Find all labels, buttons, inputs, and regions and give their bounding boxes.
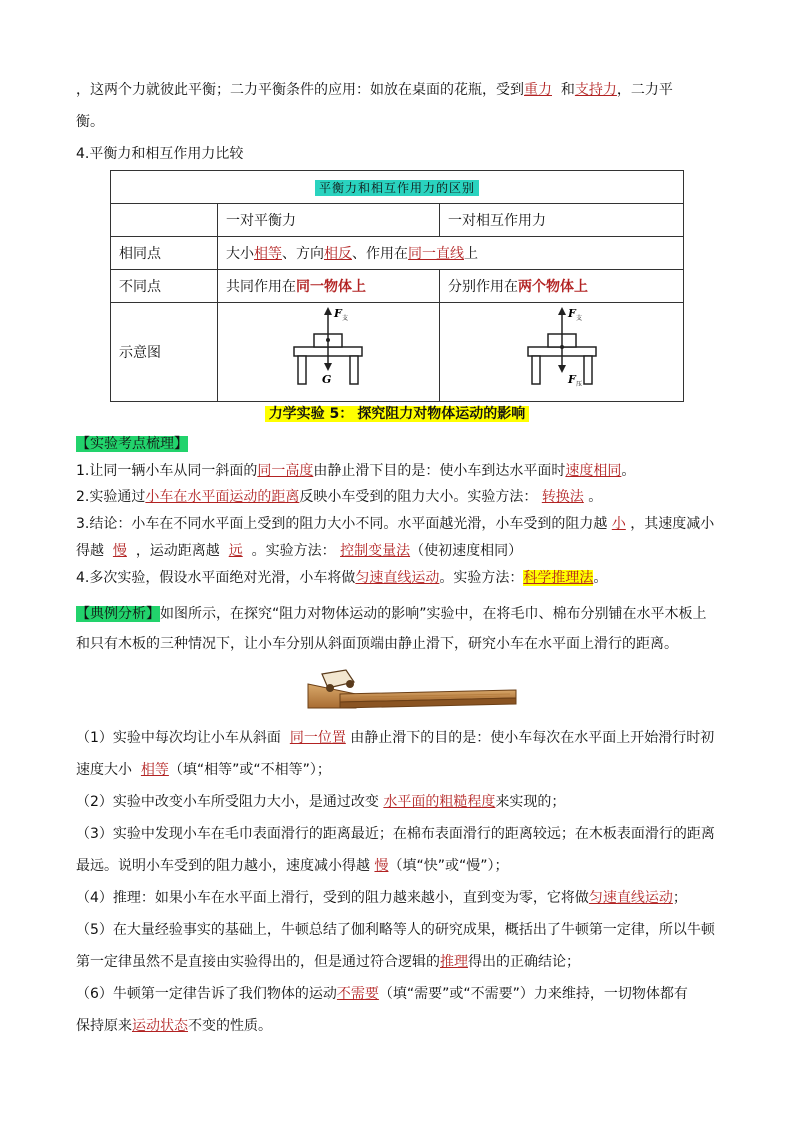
example-tag: 【典例分析】 bbox=[76, 606, 160, 622]
answer-not-needed: 不需要 bbox=[336, 986, 379, 1002]
section-tag: 【实验考点梳理】 bbox=[76, 436, 188, 452]
answer-control-variable: 控制变量法 bbox=[340, 543, 411, 559]
svg-text:F: F bbox=[568, 307, 576, 320]
answer-support: 支持力 bbox=[574, 82, 617, 98]
intro-line-1 bbox=[76, 80, 734, 100]
answer-conversion: 转换法 bbox=[541, 489, 584, 505]
diagram-balanced bbox=[218, 303, 440, 402]
svg-text:支: 支 bbox=[576, 315, 583, 322]
comparison-table bbox=[110, 170, 684, 402]
answer-small: 小 bbox=[611, 516, 626, 532]
blank-cell bbox=[111, 204, 218, 237]
question-4: （4）推理：如果小车在水平面上滑行，受到的阻力越来越小，直到变为零，它将做匀速直线运动； bbox=[76, 890, 687, 906]
experiment-title bbox=[0, 403, 794, 423]
answer-opposite: 相反 bbox=[324, 246, 352, 262]
table-caption-cell bbox=[111, 171, 684, 204]
diff-balanced: 共同作用在同一物体上 bbox=[218, 270, 440, 303]
row-label-diff: 不同点 bbox=[111, 270, 218, 303]
answer-equal: 相等 bbox=[254, 246, 282, 262]
answer-same-speed: 速度相同 bbox=[565, 463, 622, 479]
answer-same-position: 同一位置 bbox=[289, 730, 346, 746]
answer-slower: 慢 bbox=[374, 858, 389, 874]
answer-uniform-linear: 匀速直线运动 bbox=[588, 890, 673, 906]
text: 和 bbox=[560, 82, 575, 98]
answer-gravity: 重力 bbox=[524, 82, 552, 98]
diff-interaction: 分别作用在两个物体上 bbox=[440, 270, 684, 303]
answer-far: 远 bbox=[228, 543, 243, 559]
interaction-force-diagram bbox=[440, 303, 680, 397]
svg-text:支: 支 bbox=[342, 315, 349, 322]
example-line-2: 和只有木板的三种情况下，让小车分别从斜面顶端由静止滑下，研究小车在水平面上滑行的距离。 bbox=[76, 636, 678, 652]
question-3-line-2: 最远。说明小车受到的阻力越小，速度减小得越 慢（填“快”或“慢”）； bbox=[76, 858, 509, 874]
answer-motion-state: 运动状态 bbox=[132, 1018, 188, 1034]
header-interaction: 一对相互作用力 bbox=[440, 204, 684, 237]
text: ，二力平 bbox=[616, 82, 673, 98]
example-line-1: 【典例分析】如图所示，在探究“阻力对物体运动的影响”实验中，在将毛巾、棉布分别铺在水平木板上 bbox=[76, 606, 707, 622]
point-4: 4.多次实验，假设水平面绝对光滑，小车将做匀速直线运动。实验方法：科学推理法。 bbox=[76, 570, 608, 586]
point-3-line-2: 得越 慢 ，运动距离越 远 。实验方法： 控制变量法（使初速度相同） bbox=[76, 543, 523, 559]
answer-uniform-motion: 匀速直线运动 bbox=[355, 570, 440, 586]
question-3: （3）实验中发现小车在毛巾表面滑行的距离最近；在棉布表面滑行的距离较远；在木板表面滑行的距离 bbox=[76, 826, 715, 842]
answer-reasoning: 科学推理法 bbox=[523, 570, 594, 586]
header-balanced: 一对平衡力 bbox=[218, 204, 440, 237]
same-content: 大小相等、方向相反、作用在同一直线上 bbox=[218, 237, 684, 270]
intro-line-2: 衡。 bbox=[76, 114, 104, 130]
question-6: （6）牛顿第一定律告诉了我们物体的运动不需要（填“需要”或“不需要”）力来维持，一切物体都有 bbox=[76, 986, 688, 1002]
text: ，这两个力就彼此平衡；二力平衡条件的应用：如放在桌面的花瓶，受到 bbox=[76, 82, 524, 98]
svg-text:F: F bbox=[568, 373, 576, 386]
point-3: 3.结论：小车在不同水平面上受到的阻力大小不同。水平面越光滑，小车受到的阻力越 小 ，其速度减小 bbox=[76, 516, 715, 532]
point-2: 2.实验通过小车在水平面运动的距离反映小车受到的阻力大小。实验方法： 转换法 。 bbox=[76, 489, 603, 505]
svg-text:F: F bbox=[334, 307, 342, 320]
section-label bbox=[76, 434, 734, 454]
diagram-interaction bbox=[440, 303, 684, 402]
ramp-cart-illustration bbox=[300, 664, 520, 712]
answer-same-height: 同一高度 bbox=[257, 463, 314, 479]
section-heading-4: 4.平衡力和相互作用力比较 bbox=[76, 146, 244, 162]
question-5: （5）在大量经验事实的基础上，牛顿总结了伽利略等人的研究成果，概括出了牛顿第一定律，所以牛顿 bbox=[76, 922, 715, 938]
answer-distance: 小车在水平面运动的距离 bbox=[145, 489, 300, 505]
question-1-line-2: 速度大小 相等（填“相等”或“不相等”）； bbox=[76, 762, 331, 778]
balance-force-diagram bbox=[218, 303, 438, 397]
question-6-line-2: 保持原来运动状态不变的性质。 bbox=[76, 1018, 272, 1034]
question-5-line-2: 第一定律虽然不是直接由实验得出的，但是通过符合逻辑的推理得出的正确结论； bbox=[76, 954, 580, 970]
row-label-same: 相同点 bbox=[111, 237, 218, 270]
svg-text:G: G bbox=[322, 373, 332, 386]
answer-roughness: 水平面的粗糙程度 bbox=[383, 794, 496, 810]
point-1: 1.让同一辆小车从同一斜面的同一高度由静止滑下目的是：使小车到达水平面时速度相同。 bbox=[76, 463, 636, 479]
table-caption: 平衡力和相互作用力的区别 bbox=[315, 180, 479, 196]
answer-slow: 慢 bbox=[112, 543, 127, 559]
answer-inference: 推理 bbox=[440, 954, 468, 970]
svg-text:压: 压 bbox=[576, 381, 583, 388]
row-label-diagram: 示意图 bbox=[111, 303, 218, 402]
answer-equal-speed: 相等 bbox=[140, 762, 169, 778]
experiment-title-text: 力学实验 5： 探究阻力对物体运动的影响 bbox=[265, 406, 530, 422]
question-1: （1）实验中每次均让小车从斜面 同一位置 由静止滑下的目的是：使小车每次在水平面上开始滑行时初 bbox=[76, 730, 715, 746]
question-2: （2）实验中改变小车所受阻力大小，是通过改变 水平面的粗糙程度来实现的； bbox=[76, 794, 566, 810]
answer-same-line: 同一直线 bbox=[408, 246, 464, 262]
